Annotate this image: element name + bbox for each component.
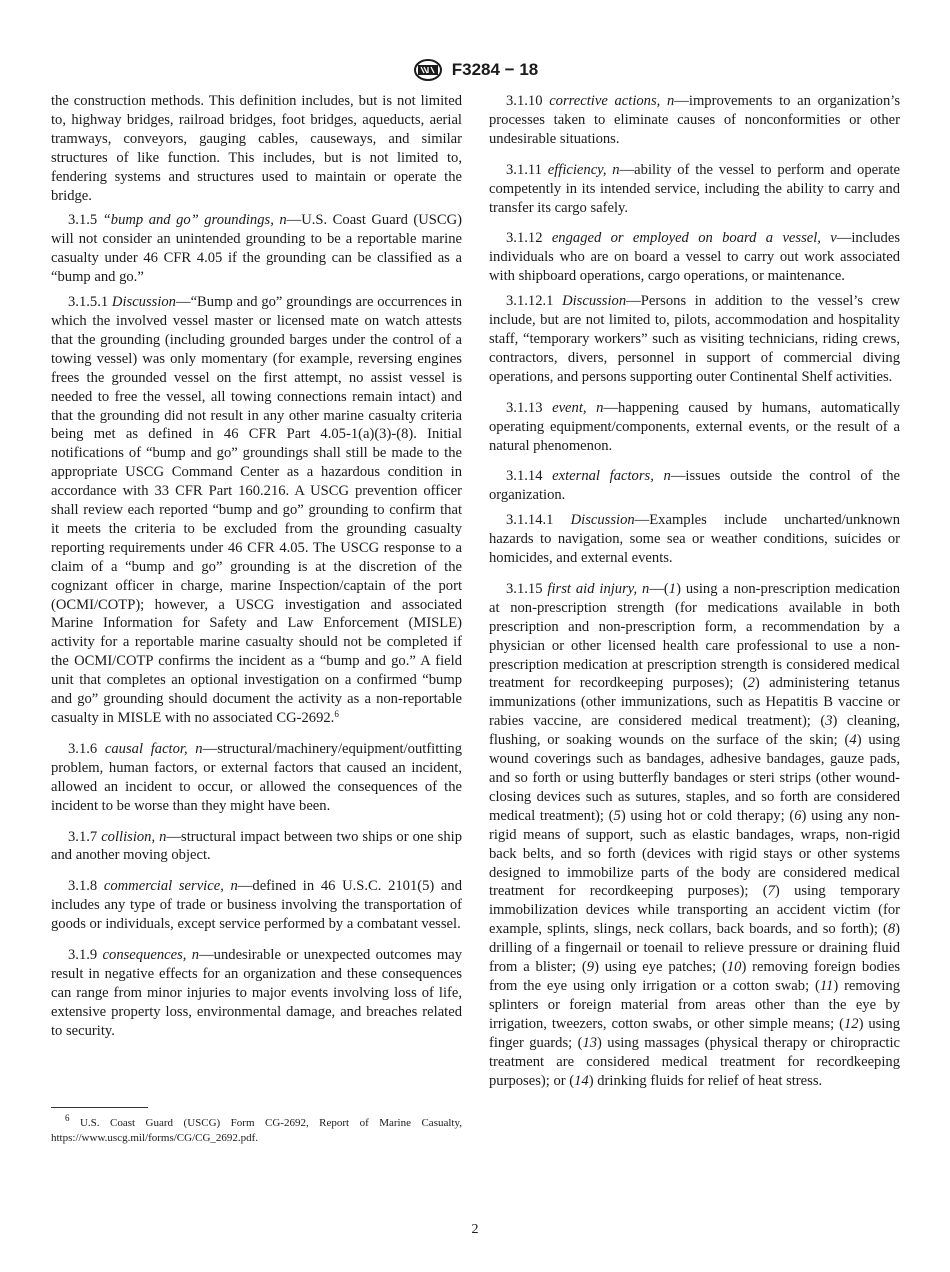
definition-3-1-6: 3.1.6 causal factor, n—structural/machinery/equipment/outfitting problem, human factors, or external factors that caused an incident, allowed an incident to occur, or allowed the consequences of the incident to be worse than they might have been. — [51, 740, 462, 814]
footnote: $^6$ U.S. Coast Guard (USCG) Form CG-2692, Report of Marine Casualty, https://www.uscg.mil/forms/CG/CG_2692.pdf. — [51, 1113, 463, 1144]
definition-3-1-11: 3.1.11 efficiency, n—ability of the vessel to perform and operate competently in its intended service, including the ability to carry and transfer its cargo safely. — [489, 161, 900, 216]
definition-3-1-12: 3.1.12 engaged or employed on board a vessel, v—includes individuals who are on board a vessel to carry out work associated with shipboard operations, cargo operations, or maintenance. — [489, 230, 900, 285]
footnote-ref[interactable]: 6 — [334, 709, 339, 719]
definition-3-1-14: 3.1.14 external factors, n—issues outside the control of the organization. — [489, 468, 900, 504]
footnote-divider — [51, 1107, 148, 1108]
definition-3-1-8: 3.1.8 commercial service, n—defined in 46 U.S.C. 2101(5) and includes any type of trade or business involving the transportation of goods or individuals, except service performed by a combatant vessel. — [51, 878, 462, 933]
left-column — [51, 92, 462, 1047]
definition-3-1-10: 3.1.10 corrective actions, n—improvements to an organization’s processes taken to eliminate causes of nonconformities or other undesirable situations. — [489, 93, 900, 147]
right-column — [489, 92, 900, 1096]
definition-3-1-15: 3.1.15 first aid injury, n—(1) using a non-prescription medication at non-prescription strength (for medications available in both prescription and non-prescription form, a recommendation by a physician or other licensed health care professional to use a non-prescription medication at prescription strength is considered medical treatment for recordkeeping purposes); (2) administering tetanus immunizations (other immunizations, such as Hepatitis B vaccine or rabies vaccine, are considered medical treatment); (3) cleaning, flushing, or soaking wounds on the surface of the skin; (4) using wound coverings such as bandages, adhesive bandages, gauze pads, and so forth or using butterfly bandages or steri strips (other wound-closing devices such as sutures, staples, and so forth are considered medical treatment); (5) using hot or cold therapy; (6) using any non-rigid means of support, such as elastic bandages, wraps, non-rigid back belts, and so forth (devices with rigid stays or other systems designed to immobilize parts of the body are considered medical treatment for recordkeeping purposes); (7) using temporary immobilization devices while transporting an accident victim (for example, splints, slings, neck collars, back boards, and so forth); (8) drilling of a fingernail or toenail to relieve pressure or draining fluid from a blister; (9) using eye patches; (10) removing foreign bodies from the eye using only irrigation or a cotton swab; (11) removing splinters or foreign material from areas other than the eye by irrigation, tweezers, cotton swabs, or other simple means; (12) using finger guards; (13) using massages (physical therapy or chiropractic treatment are considered medical treatment for recordkeeping purposes); or (14) drinking fluids for relief of heat stress. — [489, 580, 901, 1089]
paragraph: the construction methods. This definition includes, but is not limited to, highway bridges, railroad bridges, foot bridges, aqueducts, aerial tramways, conveyors, gauging cables, causeways, and similar structures of like function. This includes, but is not limited to, fendering systems and structures used to maintain or operate the bridge. — [51, 93, 462, 204]
document-id: F3284 − 18 — [451, 60, 539, 79]
definition-3-1-9: 3.1.9 consequences, n—undesirable or unexpected outcomes may result in negative effects for an organization and these consequences can range from minor injuries to major events involving loss of life, extensive property loss, environmental damage, and breaches related to security. — [51, 947, 462, 1039]
page-number: 2 — [471, 1222, 479, 1237]
astm-logo-icon — [412, 58, 444, 82]
discussion-3-1-14-1: 3.1.14.1 Discussion—Examples include uncharted/unknown hazards to navigation, some sea or weather conditions, suicides or homicides, and external events. — [489, 512, 900, 567]
discussion-3-1-5-1: 3.1.5.1 Discussion—“Bump and go” groundings are occurrences in which the involved vessel master or licensed mate on watch attests that the grounding (including grounded barges under the control of a towing vessel) was only momentary (for example, reversing engines frees the grounded vessel on the first attempt, no assist vessel is needed to free the vessel, all towing connections remain intact) and that the grounding did not result in any other marine casualty criteria being met as defined in 46 CFR Part 4.05-1(a)(3)-(8). Initial notifications of “bump and go” groundings shall still be made to the appropriate USCG Command Center as a hazardous condition in accordance with 33 CFR Part 160.216. A USCG prevention officer shall review each reported “bump and go” grounding to confirm that it meets the criteria to be excluded from the grounding casualty reporting requirements under 46 CFR 4.05. The USCG response to a claim of a “bump and go” grounding is at the discretion of the cognizant officer in charge, marine Inspection/captain of the port (OCMI/COTP); however, a USCG investigation and associated Marine Information for Safety and Law Enforcement (MISLE) activity for a reportable marine casualty should not be completed if the OCMI/COTP confirms the incident as a “bump and go.” A field unit that completes an optional investigation on a confirmed “bump and go” grounding should document the activity as a non-reportable casualty in MISLE with no associated CG-2692.$^6$ — [51, 294, 462, 726]
page-header — [0, 58, 950, 82]
discussion-3-1-12-1: 3.1.12.1 Discussion—Persons in addition to the vessel’s crew include, but are not limited to, pilots, accommodation and hospitality staff, “temporary workers” such as visiting technicians, riding crews, contractors, divers, personnel in support of commercial diving operations, and persons supporting outer Continental Shelf activities. — [489, 293, 900, 385]
definition-3-1-13: 3.1.13 event, n—happening caused by humans, automatically operating equipment/components, external events, or the result of a natural phenomenon. — [489, 399, 900, 454]
definition-3-1-7: 3.1.7 collision, n—structural impact between two ships or one ship and another moving object. — [51, 828, 462, 864]
definition-3-1-5: 3.1.5 “bump and go” groundings, n—U.S. Coast Guard (USCG) will not consider an unintended grounding to be a reportable marine casualty under 46 CFR 4.05 if the grounding can be classified as a “bump and go.” — [51, 212, 462, 286]
